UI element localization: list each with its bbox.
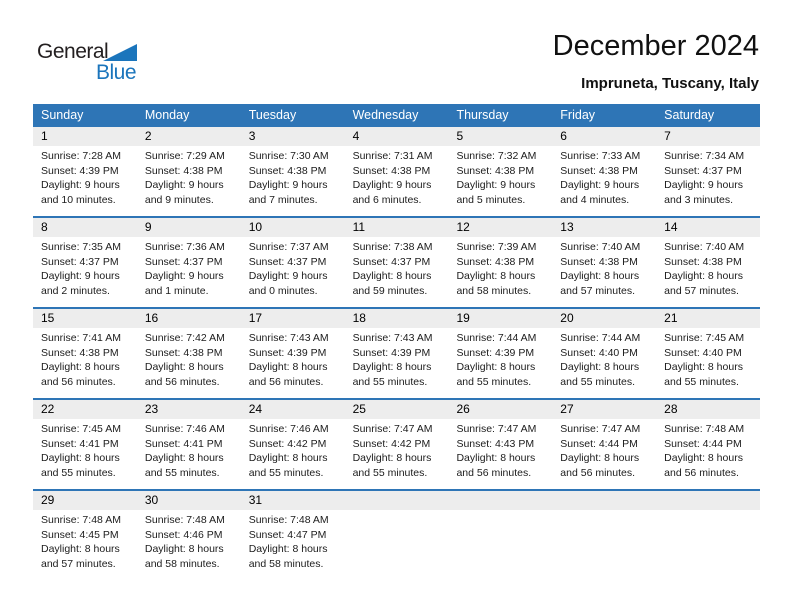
sunrise-line: Sunrise: 7:40 AM	[664, 241, 745, 253]
day-cell-29	[33, 491, 137, 580]
sunrise-line: Sunrise: 7:45 AM	[41, 423, 121, 435]
sunrise-line: Sunrise: 7:31 AM	[352, 150, 433, 162]
sunset-line: Sunset: 4:38 PM	[560, 164, 638, 177]
sunrise-line: Sunrise: 7:47 AM	[560, 423, 641, 435]
day-cell-5	[448, 127, 552, 216]
sunrise-line: Sunrise: 7:36 AM	[144, 241, 225, 253]
sunrise-line: Sunrise: 7:40 AM	[560, 241, 641, 253]
day-number	[448, 491, 552, 510]
day-cell-9	[137, 218, 241, 307]
day-number: 14	[656, 218, 760, 237]
sunrise-line: Sunrise: 7:35 AM	[41, 241, 121, 253]
sunset-line: Sunset: 4:38 PM	[352, 164, 431, 177]
day-number: 31	[241, 491, 345, 510]
day-sun-info	[656, 237, 760, 298]
day-cell-3	[241, 127, 345, 216]
day-sun-info	[345, 419, 449, 480]
day-sun-info	[33, 237, 137, 298]
day-sun-info	[552, 146, 656, 207]
day-number: 25	[345, 400, 449, 419]
day-sun-info	[656, 328, 760, 389]
day-sun-info	[33, 510, 137, 571]
day-cell-16	[137, 309, 241, 398]
day-number: 21	[656, 309, 760, 328]
day-number: 12	[448, 218, 552, 237]
sunset-line: Sunset: 4:38 PM	[664, 255, 742, 268]
day-number: 30	[137, 491, 241, 510]
sunrise-line: Sunrise: 7:45 AM	[664, 332, 745, 344]
day-number: 28	[656, 400, 760, 419]
day-sun-info	[241, 328, 345, 389]
calendar-week-row	[33, 398, 760, 489]
day-sun-info	[345, 146, 449, 207]
sunset-line: Sunset: 4:38 PM	[560, 255, 638, 268]
day-sun-info	[33, 146, 137, 207]
day-number: 4	[345, 127, 449, 146]
day-cell-2	[137, 127, 241, 216]
day-number: 13	[552, 218, 656, 237]
sunset-line: Sunset: 4:38 PM	[41, 346, 119, 359]
daylight-line: Daylight: 9 hours and 6 minutes.	[352, 179, 432, 206]
day-cell-8	[33, 218, 137, 307]
day-cell-23	[137, 400, 241, 489]
daylight-line: Daylight: 9 hours and 4 minutes.	[560, 179, 640, 206]
day-sun-info	[241, 510, 345, 571]
daylight-line: Daylight: 8 hours and 55 minutes.	[144, 452, 224, 479]
sunset-line: Sunset: 4:41 PM	[41, 437, 119, 450]
day-sun-info	[137, 510, 241, 571]
sunrise-line: Sunrise: 7:47 AM	[352, 423, 433, 435]
day-header-monday: Monday	[144, 108, 190, 122]
daylight-line: Daylight: 9 hours and 10 minutes.	[41, 179, 120, 206]
calendar-week-row	[33, 307, 760, 398]
day-number: 26	[448, 400, 552, 419]
day-number: 19	[448, 309, 552, 328]
daylight-line: Daylight: 8 hours and 58 minutes.	[144, 543, 224, 570]
day-cell-20	[552, 309, 656, 398]
daylight-line: Daylight: 8 hours and 55 minutes.	[352, 452, 432, 479]
day-sun-info	[137, 146, 241, 207]
daylight-line: Daylight: 8 hours and 58 minutes.	[456, 270, 536, 297]
daylight-line: Daylight: 8 hours and 56 minutes.	[456, 452, 536, 479]
sunset-line: Sunset: 4:44 PM	[664, 437, 742, 450]
day-cell-19	[448, 309, 552, 398]
day-sun-info	[448, 419, 552, 480]
sunset-line: Sunset: 4:46 PM	[144, 528, 223, 541]
day-sun-info	[552, 419, 656, 480]
sunset-line: Sunset: 4:39 PM	[352, 346, 431, 359]
sunset-line: Sunset: 4:42 PM	[248, 437, 327, 450]
sunrise-line: Sunrise: 7:42 AM	[144, 332, 225, 344]
day-number: 17	[241, 309, 345, 328]
calendar	[33, 104, 760, 580]
sunset-line: Sunset: 4:37 PM	[144, 255, 223, 268]
sunrise-line: Sunrise: 7:33 AM	[560, 150, 641, 162]
sunset-line: Sunset: 4:39 PM	[248, 346, 327, 359]
day-number: 1	[33, 127, 137, 146]
daylight-line: Daylight: 8 hours and 55 minutes.	[248, 452, 328, 479]
sunrise-line: Sunrise: 7:48 AM	[248, 514, 329, 526]
daylight-line: Daylight: 8 hours and 55 minutes.	[352, 361, 432, 388]
sunset-line: Sunset: 4:37 PM	[352, 255, 431, 268]
daylight-line: Daylight: 8 hours and 55 minutes.	[560, 361, 640, 388]
general-blue-logo	[33, 38, 153, 92]
daylight-line: Daylight: 9 hours and 7 minutes.	[248, 179, 328, 206]
daylight-line: Daylight: 8 hours and 56 minutes.	[144, 361, 224, 388]
sunrise-line: Sunrise: 7:30 AM	[248, 150, 329, 162]
day-cell-1	[33, 127, 137, 216]
sunset-line: Sunset: 4:37 PM	[664, 164, 742, 177]
day-cell-15	[33, 309, 137, 398]
logo-text-general: General	[37, 40, 109, 63]
day-number	[345, 491, 449, 510]
sunset-line: Sunset: 4:38 PM	[456, 255, 535, 268]
day-cell-25	[345, 400, 449, 489]
sunset-line: Sunset: 4:39 PM	[41, 164, 119, 177]
calendar-week-row	[33, 489, 760, 580]
day-number	[656, 491, 760, 510]
day-number: 22	[33, 400, 137, 419]
day-number: 11	[345, 218, 449, 237]
day-cell-empty	[448, 491, 552, 580]
sunset-line: Sunset: 4:40 PM	[664, 346, 742, 359]
day-header-saturday: Saturday	[664, 108, 715, 122]
day-cell-6	[552, 127, 656, 216]
sunset-line: Sunset: 4:38 PM	[248, 164, 327, 177]
sunrise-line: Sunrise: 7:46 AM	[144, 423, 225, 435]
sunrise-line: Sunrise: 7:43 AM	[248, 332, 329, 344]
day-sun-info	[137, 237, 241, 298]
sunset-line: Sunset: 4:45 PM	[41, 528, 119, 541]
day-number: 24	[241, 400, 345, 419]
day-cell-28	[656, 400, 760, 489]
day-cell-17	[241, 309, 345, 398]
sunset-line: Sunset: 4:39 PM	[456, 346, 535, 359]
day-number: 20	[552, 309, 656, 328]
day-cell-12	[448, 218, 552, 307]
daylight-line: Daylight: 8 hours and 55 minutes.	[664, 361, 743, 388]
day-sun-info	[137, 419, 241, 480]
sunrise-line: Sunrise: 7:44 AM	[560, 332, 641, 344]
day-number: 8	[33, 218, 137, 237]
calendar-week-row	[33, 216, 760, 307]
day-number: 2	[137, 127, 241, 146]
daylight-line: Daylight: 9 hours and 9 minutes.	[144, 179, 224, 206]
day-cell-empty	[552, 491, 656, 580]
page-title: December 2024	[552, 30, 759, 62]
day-cell-26	[448, 400, 552, 489]
sunrise-line: Sunrise: 7:37 AM	[248, 241, 329, 253]
daylight-line: Daylight: 8 hours and 55 minutes.	[456, 361, 536, 388]
day-number: 16	[137, 309, 241, 328]
day-cell-13	[552, 218, 656, 307]
day-cell-31	[241, 491, 345, 580]
day-number: 7	[656, 127, 760, 146]
sunrise-line: Sunrise: 7:43 AM	[352, 332, 433, 344]
sunrise-line: Sunrise: 7:39 AM	[456, 241, 537, 253]
logo-text-blue: Blue	[96, 61, 137, 84]
daylight-line: Daylight: 8 hours and 56 minutes.	[664, 452, 743, 479]
day-cell-27	[552, 400, 656, 489]
day-sun-info	[552, 328, 656, 389]
sunset-line: Sunset: 4:41 PM	[144, 437, 223, 450]
day-cell-11	[345, 218, 449, 307]
daylight-line: Daylight: 8 hours and 55 minutes.	[41, 452, 120, 479]
calendar-grid	[33, 127, 760, 580]
sunset-line: Sunset: 4:42 PM	[352, 437, 431, 450]
sunrise-line: Sunrise: 7:28 AM	[41, 150, 121, 162]
sunrise-line: Sunrise: 7:38 AM	[352, 241, 433, 253]
day-cell-empty	[345, 491, 449, 580]
day-cell-10	[241, 218, 345, 307]
sunset-line: Sunset: 4:38 PM	[144, 346, 223, 359]
day-header-tuesday: Tuesday	[248, 108, 297, 122]
calendar-week-row	[33, 127, 760, 216]
sunrise-line: Sunrise: 7:46 AM	[248, 423, 329, 435]
daylight-line: Daylight: 8 hours and 56 minutes.	[248, 361, 328, 388]
daylight-line: Daylight: 8 hours and 56 minutes.	[560, 452, 640, 479]
sunset-line: Sunset: 4:43 PM	[456, 437, 535, 450]
day-cell-14	[656, 218, 760, 307]
day-cell-4	[345, 127, 449, 216]
daylight-line: Daylight: 8 hours and 59 minutes.	[352, 270, 432, 297]
day-sun-info	[345, 328, 449, 389]
sunset-line: Sunset: 4:47 PM	[248, 528, 327, 541]
day-number: 23	[137, 400, 241, 419]
day-sun-info	[345, 237, 449, 298]
daylight-line: Daylight: 8 hours and 57 minutes.	[664, 270, 743, 297]
day-cell-18	[345, 309, 449, 398]
day-sun-info	[241, 419, 345, 480]
day-number: 9	[137, 218, 241, 237]
sunrise-line: Sunrise: 7:41 AM	[41, 332, 121, 344]
calendar-day-header-row	[33, 104, 760, 127]
day-sun-info	[552, 237, 656, 298]
daylight-line: Daylight: 9 hours and 2 minutes.	[41, 270, 120, 297]
day-header-friday: Friday	[560, 108, 596, 122]
sunset-line: Sunset: 4:40 PM	[560, 346, 638, 359]
day-number: 15	[33, 309, 137, 328]
daylight-line: Daylight: 9 hours and 1 minute.	[144, 270, 224, 297]
sunset-line: Sunset: 4:38 PM	[144, 164, 223, 177]
page-subtitle: Impruneta, Tuscany, Italy	[581, 75, 759, 92]
day-sun-info	[656, 419, 760, 480]
day-sun-info	[448, 328, 552, 389]
day-cell-7	[656, 127, 760, 216]
day-sun-info	[241, 237, 345, 298]
day-sun-info	[33, 419, 137, 480]
daylight-line: Daylight: 9 hours and 3 minutes.	[664, 179, 743, 206]
sunset-line: Sunset: 4:38 PM	[456, 164, 535, 177]
sunrise-line: Sunrise: 7:29 AM	[144, 150, 225, 162]
day-header-wednesday: Wednesday	[352, 108, 419, 122]
day-header-thursday: Thursday	[456, 108, 509, 122]
sunset-line: Sunset: 4:37 PM	[248, 255, 327, 268]
day-sun-info	[448, 237, 552, 298]
day-number: 18	[345, 309, 449, 328]
day-number: 5	[448, 127, 552, 146]
day-cell-21	[656, 309, 760, 398]
daylight-line: Daylight: 9 hours and 5 minutes.	[456, 179, 536, 206]
sunrise-line: Sunrise: 7:48 AM	[664, 423, 745, 435]
day-cell-empty	[656, 491, 760, 580]
day-number: 29	[33, 491, 137, 510]
day-sun-info	[137, 328, 241, 389]
sunrise-line: Sunrise: 7:48 AM	[41, 514, 121, 526]
sunrise-line: Sunrise: 7:48 AM	[144, 514, 225, 526]
daylight-line: Daylight: 8 hours and 57 minutes.	[560, 270, 640, 297]
daylight-line: Daylight: 8 hours and 58 minutes.	[248, 543, 328, 570]
day-header-sunday: Sunday	[41, 108, 84, 122]
day-cell-24	[241, 400, 345, 489]
daylight-line: Daylight: 8 hours and 56 minutes.	[41, 361, 120, 388]
day-number	[552, 491, 656, 510]
sunrise-line: Sunrise: 7:47 AM	[456, 423, 537, 435]
daylight-line: Daylight: 9 hours and 0 minutes.	[248, 270, 328, 297]
sunset-line: Sunset: 4:37 PM	[41, 255, 119, 268]
sunrise-line: Sunrise: 7:44 AM	[456, 332, 537, 344]
day-number: 6	[552, 127, 656, 146]
day-sun-info	[33, 328, 137, 389]
sunrise-line: Sunrise: 7:32 AM	[456, 150, 537, 162]
day-number: 10	[241, 218, 345, 237]
daylight-line: Daylight: 8 hours and 57 minutes.	[41, 543, 120, 570]
day-number: 3	[241, 127, 345, 146]
day-sun-info	[656, 146, 760, 207]
day-cell-30	[137, 491, 241, 580]
day-number: 27	[552, 400, 656, 419]
sunset-line: Sunset: 4:44 PM	[560, 437, 638, 450]
day-sun-info	[448, 146, 552, 207]
day-cell-22	[33, 400, 137, 489]
sunrise-line: Sunrise: 7:34 AM	[664, 150, 745, 162]
day-sun-info	[241, 146, 345, 207]
